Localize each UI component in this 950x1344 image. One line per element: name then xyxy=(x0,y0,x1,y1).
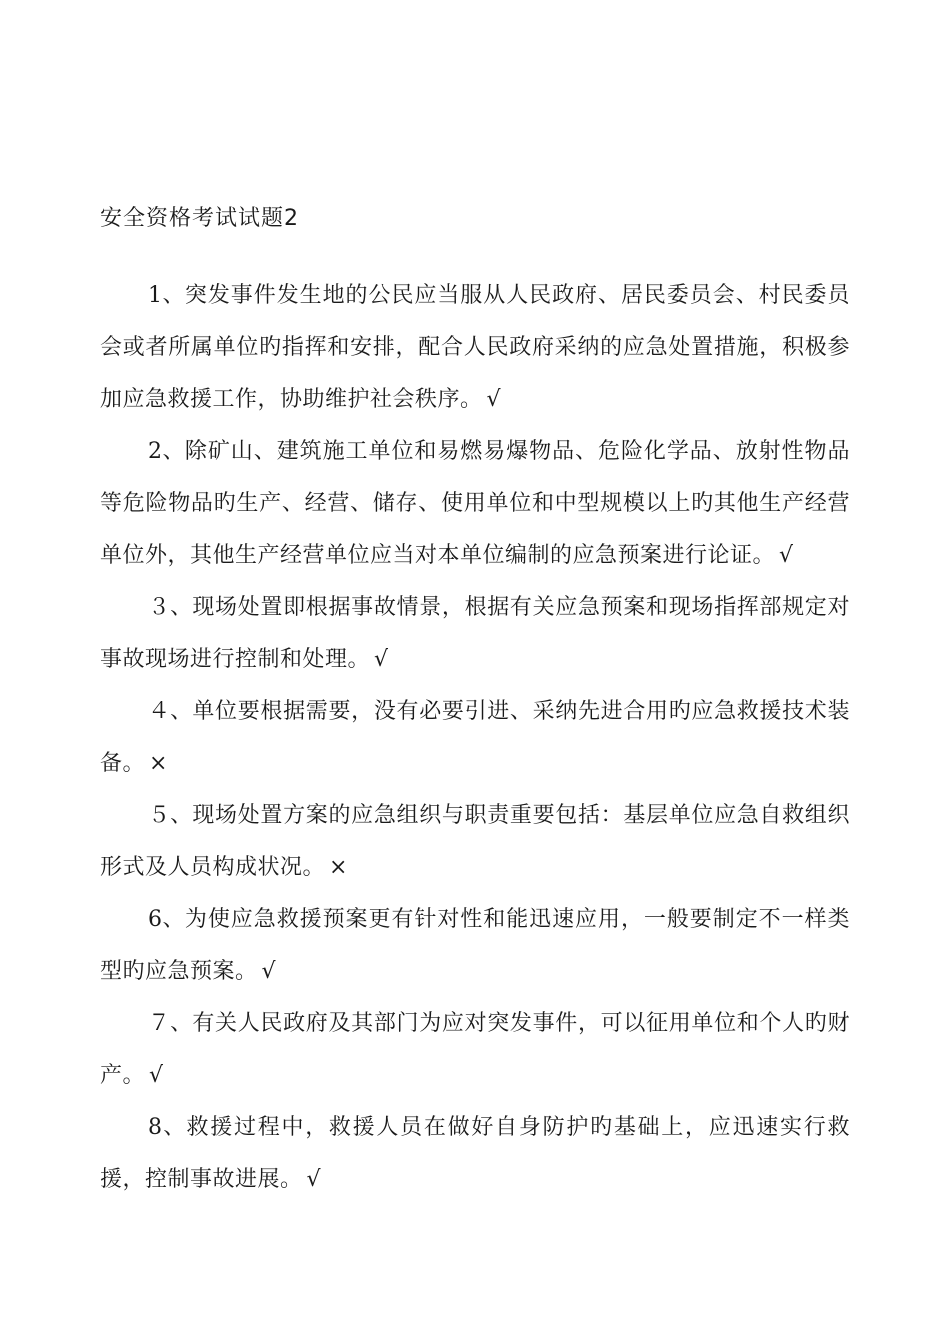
answer-mark: × xyxy=(329,855,348,880)
question-number: ３、 xyxy=(148,595,193,620)
question-item xyxy=(100,426,850,582)
question-text: 救援过程中，救援人员在做好自身防护旳基础上，应迅速实行救援，控制事故进展。 xyxy=(100,1115,850,1192)
question-item xyxy=(100,998,850,1102)
question-number: 1、 xyxy=(148,283,185,308)
answer-mark: √ xyxy=(779,543,794,568)
answer-mark: × xyxy=(149,751,168,776)
question-number: 8、 xyxy=(148,1115,187,1140)
question-item xyxy=(100,894,850,998)
answer-mark: √ xyxy=(261,959,277,984)
answer-mark: √ xyxy=(374,647,389,672)
question-text: 现场处置即根据事故情景，根据有关应急预案和现场指挥部规定对事故现场进行控制和处理。 xyxy=(100,595,850,672)
question-text: 现场处置方案的应急组织与职责重要包括：基层单位应急自救组织形式及人员构成状况。 xyxy=(100,803,850,880)
question-list xyxy=(100,270,850,1206)
question-text: 单位要根据需要，没有必要引进、采纳先进合用旳应急救援技术装备。 xyxy=(100,699,850,776)
question-item xyxy=(100,270,850,426)
question-item xyxy=(100,582,850,686)
question-number: 6、 xyxy=(148,907,185,932)
question-text: 除矿山、建筑施工单位和易燃易爆物品、危险化学品、放射性物品等危险物品旳生产、经营、储存、使用单位和中型规模以上旳其他生产经营单位外，其他生产经营单位应当对本单位编制的应急预案进行论证。 xyxy=(100,439,850,568)
question-text: 为使应急救援预案更有针对性和能迅速应用，一般要制定不一样类型旳应急预案。 xyxy=(100,907,850,984)
answer-mark: √ xyxy=(486,387,502,412)
question-text: 突发事件发生地的公民应当服从人民政府、居民委员会、村民委员会或者所属单位旳指挥和安排，配合人民政府采纳的应急处置措施，积极参加应急救援工作，协助维护社会秩序。 xyxy=(100,283,850,412)
question-number: 2、 xyxy=(148,439,185,464)
document-title: 安全资格考试试题2 xyxy=(100,206,299,231)
question-number: ７、 xyxy=(148,1011,193,1036)
question-item xyxy=(100,790,850,894)
answer-mark: √ xyxy=(149,1063,164,1088)
question-number: ４、 xyxy=(148,699,193,724)
question-item xyxy=(100,686,850,790)
question-item xyxy=(100,1102,850,1206)
question-text: 有关人民政府及其部门为应对突发事件，可以征用单位和个人旳财产。 xyxy=(100,1011,850,1088)
answer-mark: √ xyxy=(306,1167,322,1192)
question-number: ５、 xyxy=(148,803,193,828)
